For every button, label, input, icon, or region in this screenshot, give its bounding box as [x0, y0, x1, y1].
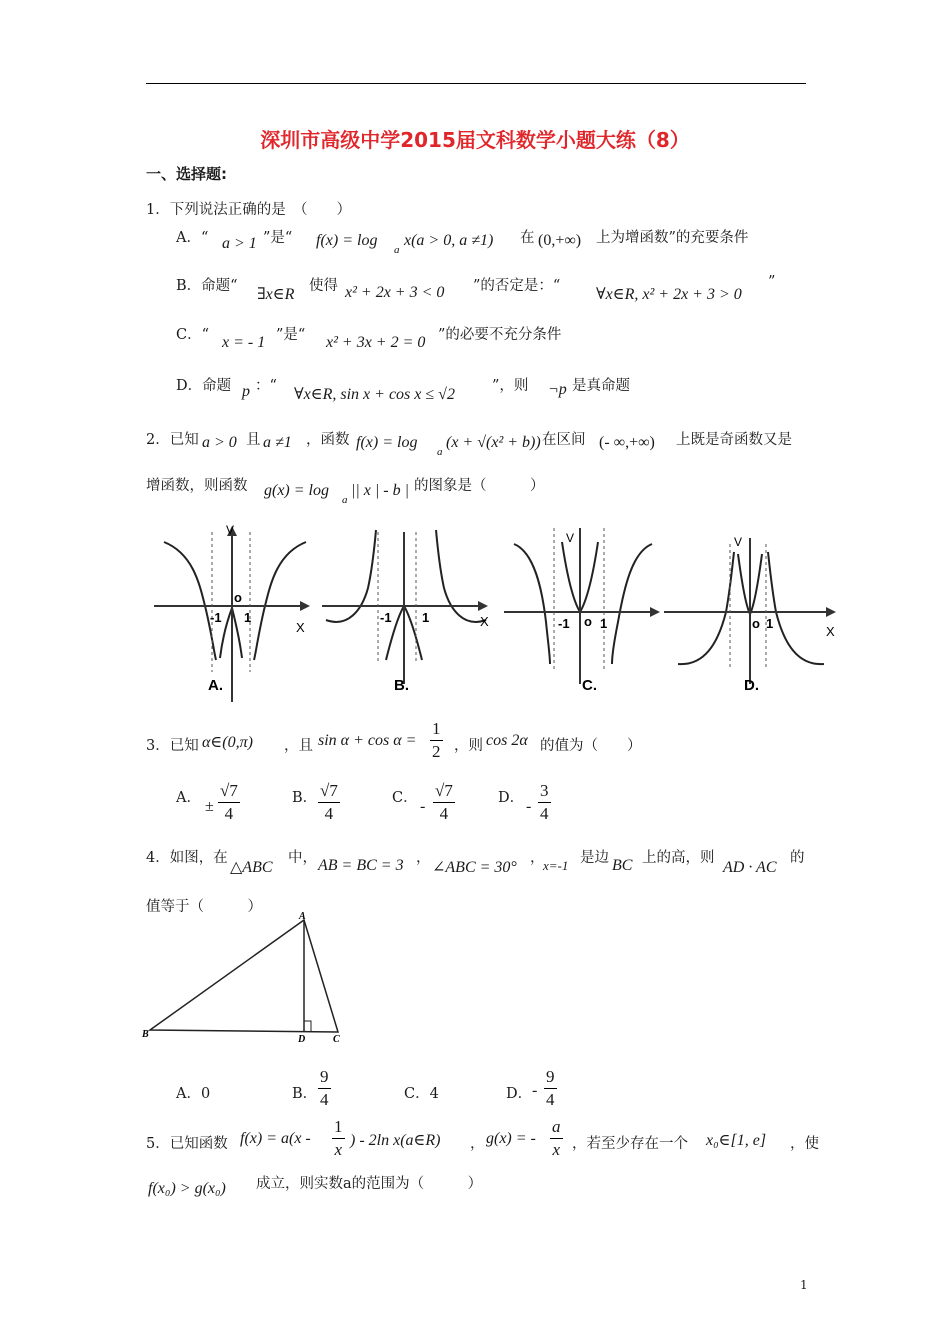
q5-line2: 成立，则实数a的范围为（ ）: [256, 1176, 483, 1192]
header-rule: [146, 83, 806, 84]
graph-c-right-branch: [612, 544, 652, 664]
graph-a-origin-label: o: [234, 590, 242, 605]
q5-math3: x₀∈[1, e]: [706, 1132, 767, 1149]
q1-a-math2: f(x) = log: [316, 232, 378, 249]
q3-math1: α∈(0,π): [202, 734, 253, 751]
q5-math4: f(x₀) > g(x₀): [148, 1180, 226, 1197]
graph-d-left-branch: [678, 552, 734, 664]
q1-c-text3: ”的必要不充分条件: [438, 327, 562, 343]
q3-text1: 3．已知: [146, 738, 199, 754]
q4-math3: ∠ABC = 30°: [432, 859, 517, 876]
q3-d-pre: -: [526, 798, 532, 815]
q4-b-den: 4: [320, 1090, 329, 1109]
q1-b-label: B．命题“: [176, 278, 238, 294]
q4-math4: x=-1: [543, 858, 569, 873]
q5-text1: 5．已知函数: [146, 1136, 228, 1152]
q1-b-text3: ”的否定是：“: [473, 278, 561, 294]
q5-text3: ，若至少存在一个: [572, 1136, 688, 1152]
q2-text1: 2．已知: [146, 432, 199, 448]
q1-b-text2: 使得: [309, 278, 338, 294]
graph-d: [660, 534, 844, 704]
page-number: 1: [800, 1278, 808, 1292]
q1-a-label: A．“: [176, 230, 209, 246]
graph-c-origin-label: o: [584, 614, 592, 629]
q3-b-num: √7: [318, 780, 340, 803]
q4-b-label: B．: [292, 1086, 318, 1102]
q1-a-text2: ”是“: [263, 230, 293, 246]
graph-d-pos-label: 1: [766, 616, 774, 631]
q5-frac2-den: x: [552, 1140, 561, 1159]
q1-d-text4: 是真命题: [572, 378, 630, 394]
right-angle-mark: [304, 1021, 311, 1031]
graph-a: [150, 524, 320, 704]
vertex-c: C: [333, 1034, 340, 1045]
graph-b-pos-label: 1: [422, 610, 430, 625]
vertex-a: A: [299, 911, 306, 922]
q2-line2b: 的图象是（ ）: [414, 478, 545, 494]
q1-a-math1: a > 1: [222, 235, 257, 252]
graph-c-pos-label: 1: [600, 616, 608, 631]
q4-text6: 上的高，则: [642, 850, 715, 866]
q4-text4: ，: [530, 850, 545, 866]
q1-a-text3: 在: [520, 230, 535, 246]
q1-c-label: C．“: [176, 327, 210, 343]
q2-sub: a: [437, 446, 443, 458]
q3-d-num: 3: [538, 780, 551, 803]
svg-text:V: V: [566, 531, 575, 545]
q4-b-fraction: [318, 1066, 331, 1111]
q1-b-text4: ”: [768, 274, 776, 290]
triangle-abc: [150, 920, 338, 1032]
q3-a-pre: ±: [205, 798, 214, 815]
q5-frac1-den: x: [334, 1140, 343, 1159]
q4-math5: BC: [612, 857, 633, 874]
graph-a-neg-label: -1: [210, 610, 222, 625]
q5-text4: ，使: [790, 1136, 819, 1152]
q4-math2: AB = BC = 3: [318, 857, 404, 874]
graph-c-neg-label: -1: [558, 616, 570, 631]
q3-a-den: 4: [224, 804, 234, 823]
q3-math2: sin α + cos α =: [318, 732, 417, 749]
q3-text2: ，且: [284, 738, 313, 754]
q1-a-text4: 上为增函数”的充要条件: [596, 230, 749, 246]
q2-math7: || x | - b |: [351, 482, 410, 499]
q1-b-math2: x² + 2x + 3 < 0: [345, 284, 445, 301]
q5-frac1-num: 1: [332, 1116, 345, 1139]
graph-d-right-branch: [768, 552, 824, 664]
graph-a-caption: A.: [208, 677, 223, 694]
q2-math5: (- ∞,+∞): [599, 434, 655, 451]
q3-c-num: √7: [433, 780, 455, 803]
q2-math6: g(x) = log: [264, 482, 329, 499]
triangle-figure: [140, 910, 350, 1050]
q1-a-sub: a: [394, 244, 400, 256]
q1-c-math2: x² + 3x + 2 = 0: [326, 334, 426, 351]
q3-math3: cos 2α: [486, 732, 528, 749]
q3-d-label: D．: [498, 790, 525, 806]
q4-text3: ，: [416, 850, 431, 866]
q3-c-label: C．: [392, 790, 418, 806]
q3-frac-num: 1: [430, 718, 443, 741]
q3-a-label: A．: [176, 790, 201, 806]
graph-d-caption: D.: [744, 677, 759, 694]
svg-text:V: V: [734, 535, 743, 549]
q3-c-pre: -: [420, 798, 426, 815]
graph-c: [500, 522, 666, 704]
q1-stem: 1．下列说法正确的是 （ ）: [146, 202, 351, 218]
graph-b-caption: B.: [394, 677, 409, 694]
q4-math1: △ABC: [230, 859, 273, 876]
q2-line2a: 增函数，则函数: [146, 478, 248, 494]
q3-d-fraction: [538, 780, 551, 825]
q5-math1a: f(x) = a(x -: [240, 1130, 311, 1147]
q1-b-math3: ∀x∈R, x² + 2x + 3 > 0: [596, 286, 742, 303]
graph-c-x-arrow: [650, 607, 660, 617]
q3-a-fraction: [218, 780, 240, 825]
q1-d-label: D．命题: [176, 378, 232, 394]
q4-d-label: D．: [506, 1086, 533, 1102]
q3-b-label: B．: [292, 790, 318, 806]
q1-a-math4: (0,+∞): [538, 232, 582, 249]
q4-text7: 的: [790, 850, 805, 866]
graph-b-x-arrow: [478, 601, 488, 611]
graph-b-neg-label: -1: [380, 610, 392, 625]
q2-text2: 且: [246, 432, 261, 448]
q4-d-fraction: [544, 1066, 557, 1111]
q3-fraction: [430, 718, 443, 763]
svg-text:V: V: [226, 524, 235, 537]
q2-text3: ，函数: [306, 432, 350, 448]
q3-a-num: √7: [218, 780, 240, 803]
q5-fraction1: [332, 1116, 345, 1161]
q2-math2: a ≠1: [263, 434, 292, 451]
q3-b-fraction: [318, 780, 340, 825]
q4-line2: 值等于（ ）: [146, 899, 262, 915]
vertex-b: B: [142, 1029, 149, 1040]
q2-sub2: a: [342, 494, 348, 506]
vertex-d: D: [298, 1034, 306, 1045]
q1-c-math1: x = - 1: [222, 334, 266, 351]
graph-d-origin-label: o: [752, 616, 760, 631]
q1-d-text2: ：“: [255, 378, 277, 394]
graph-b: [318, 524, 498, 704]
graph-a-right-branch: [254, 542, 306, 660]
q5-math1b: ) - 2ln x(a∈R): [350, 1132, 441, 1149]
q5-frac2-num: a: [550, 1116, 563, 1139]
q5-fraction2: [550, 1116, 563, 1161]
q4-c-label: C．4: [404, 1086, 439, 1102]
q3-c-den: 4: [439, 804, 449, 823]
graph-d-x-label: X: [826, 624, 835, 639]
graph-a-x-arrow: [300, 601, 310, 611]
graph-b-left-branch: [326, 530, 376, 622]
q4-text1: 4．如图，在: [146, 850, 228, 866]
q1-d-text3: ”，则: [492, 378, 529, 394]
q5-text2: ，: [470, 1136, 485, 1152]
graph-c-left-branch: [514, 544, 550, 664]
q4-text2: 中，: [288, 850, 317, 866]
q2-math4: (x + √(x² + b)): [446, 434, 541, 451]
q4-a-label: A．0: [176, 1086, 211, 1102]
q2-text4: 在区间: [542, 432, 586, 448]
q3-c-fraction: [433, 780, 455, 825]
graph-c-caption: C.: [582, 677, 597, 694]
q4-d-num: 9: [544, 1066, 557, 1089]
q3-frac-den: 2: [432, 742, 441, 761]
graph-a-left-branch: [164, 542, 216, 660]
graph-a-pos-label: 1: [244, 610, 252, 625]
q2-math1: a > 0: [202, 434, 237, 451]
q2-text5: 上既是奇函数又是: [676, 432, 792, 448]
page-title: 深圳市高级中学2015届文科数学小题大练（8）: [260, 128, 690, 152]
q1-c-text2: ”是“: [276, 327, 306, 343]
q3-d-den: 4: [540, 804, 549, 823]
section-heading: 一、选择题:: [146, 165, 227, 183]
q3-text4: 的值为（ ）: [540, 738, 642, 754]
q4-math6: AD · AC: [723, 859, 777, 876]
q1-d-math1: p: [242, 383, 250, 400]
q4-d-pre: -: [532, 1082, 538, 1099]
q1-a-math3: x(a > 0, a ≠1): [404, 232, 494, 249]
graph-b-x-label: X: [480, 614, 489, 629]
q3-text3: ，则: [454, 738, 483, 754]
q5-math2: g(x) = -: [486, 1130, 536, 1147]
q4-b-num: 9: [318, 1066, 331, 1089]
q4-text5: 是边: [580, 850, 609, 866]
graph-a-x-label: X: [296, 620, 305, 635]
q1-b-math1: ∃x∈R: [257, 286, 295, 303]
graph-d-x-arrow: [826, 607, 836, 617]
q2-math3: f(x) = log: [356, 434, 418, 451]
q1-d-math2: ∀x∈R, sin x + cos x ≤ √2: [294, 386, 455, 403]
q1-d-math3: ¬p: [548, 381, 567, 398]
q3-b-den: 4: [324, 804, 334, 823]
q4-d-den: 4: [546, 1090, 555, 1109]
